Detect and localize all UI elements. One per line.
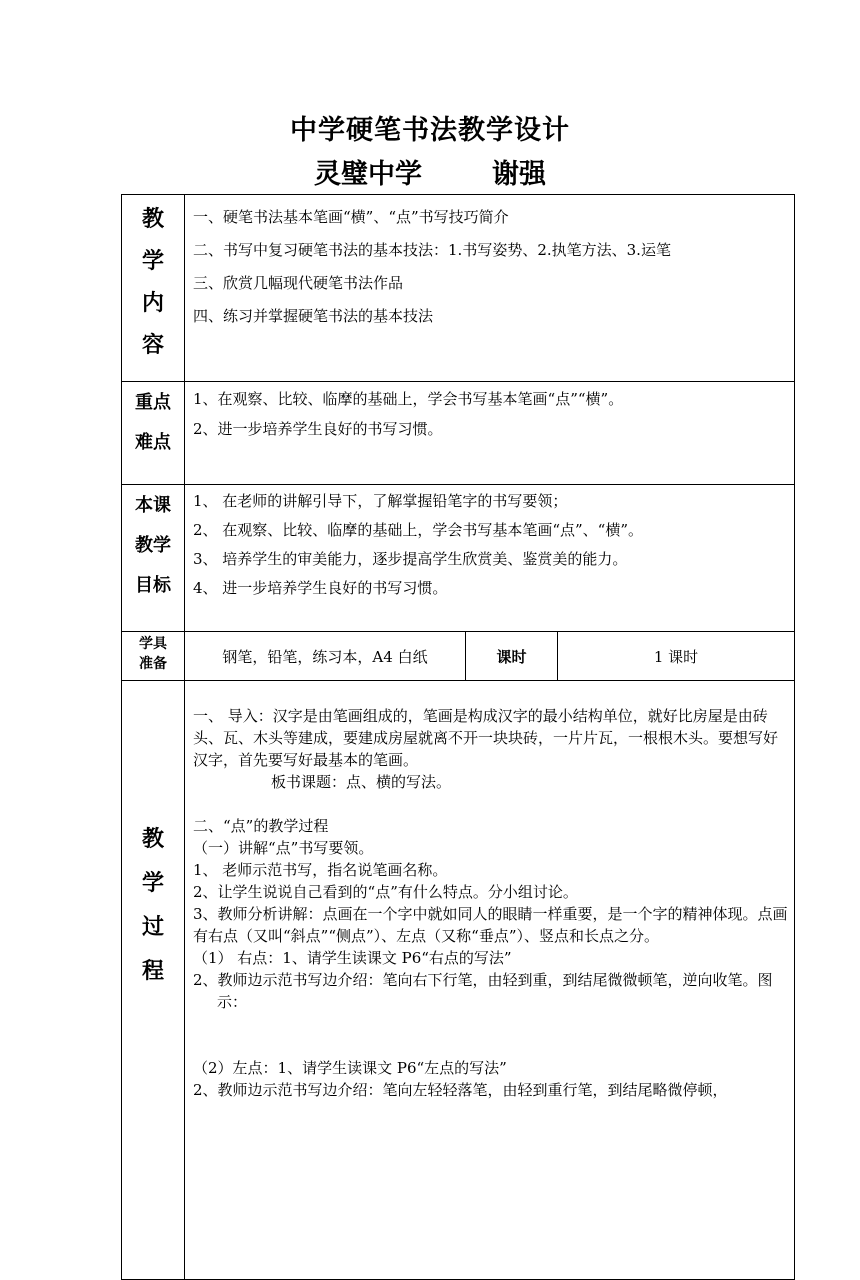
row-key-points — [122, 382, 795, 485]
lesson-plan-table — [121, 194, 795, 1280]
goals-cell — [185, 485, 795, 632]
tools-value: 钢笔，铅笔，练习本，A4 白纸 — [185, 632, 466, 681]
label-content: 教 学 内 容 — [122, 195, 185, 382]
process-step: （1） 右点：1、请学生读课文 P6“右点的写法” — [193, 949, 512, 967]
intro-paragraph: 一、 导入：汉字是由笔画组成的，笔画是构成汉字的最小结构单位，就好比房屋是由砖头、瓦、木头等建成，要建成房屋就离不开一块块砖，一片片瓦，一根根木头。要想写好汉字，首先要写好最基本的笔画。 — [193, 707, 779, 769]
process-step: 1、 老师示范书写，指名说笔画名称。 — [193, 861, 448, 879]
goal-item: 4、 进一步培养学生良好的书写习惯。 — [193, 579, 448, 597]
label-goals: 本课 教学 目标 — [122, 485, 185, 632]
process-step: 2、让学生说说自己看到的“点”有什么特点。分小组讨论。 — [193, 883, 578, 901]
period-value: 1 课时 — [558, 632, 795, 681]
process-step: 2、教师边示范书写边介绍：笔向右下行笔，由轻到重，到结尾微微顿笔，逆向收笔。图示： — [193, 971, 773, 1011]
row-content — [122, 195, 795, 382]
label-process: 教 学 过 程 — [122, 681, 185, 1280]
content-item: 二、书写中复习硬笔书法的基本技法：1.书写姿势、2.执笔方法、3.运笔 — [193, 241, 671, 259]
content-item: 三、欣赏几幅现代硬笔书法作品 — [193, 274, 404, 292]
label-key-points: 重点 难点 — [122, 382, 185, 485]
process-step: 2、教师边示范书写边介绍：笔向左轻轻落笔，由轻到重行笔，到结尾略微停顿， — [193, 1081, 728, 1099]
row-goals — [122, 485, 795, 632]
document-title: 中学硬笔书法教学设计 — [290, 115, 570, 146]
section-2a-heading: （一）讲解“点”书写要领。 — [193, 839, 374, 857]
goal-item: 1、 在老师的讲解引导下，了解掌握铅笔字的书写要领； — [193, 492, 568, 510]
process-step: 3、教师分析讲解：点画在一个字中就如同人的眼睛一样重要，是一个字的精神体现。点画有右点（又叫“斜点”“侧点”）、左点（又称“垂点”）、竖点和长点之分。 — [193, 905, 788, 945]
key-item: 1、在观察、比较、临摩的基础上，学会书写基本笔画“点”“横”。 — [193, 390, 624, 408]
row-tools — [122, 632, 795, 681]
content-cell — [185, 195, 795, 382]
key-item: 2、进一步培养学生良好的书写习惯。 — [193, 420, 443, 438]
section-2-heading: 二、“点”的教学过程 — [193, 817, 329, 835]
content-item: 四、练习并掌握硬笔书法的基本技法 — [193, 307, 434, 325]
label-tools: 学具 准备 — [122, 632, 185, 681]
content-item: 一、硬笔书法基本笔画“横”、“点”书写技巧简介 — [193, 208, 509, 226]
school-name: 灵璧中学 — [314, 159, 422, 190]
key-points-cell — [185, 382, 795, 485]
row-process — [122, 681, 795, 1280]
document-subtitle — [0, 152, 860, 191]
author-name: 谢强 — [492, 159, 546, 190]
process-step: （2）左点：1、请学生读课文 P6“左点的写法” — [193, 1059, 507, 1077]
goal-item: 2、 在观察、比较、临摩的基础上，学会书写基本笔画“点”、“横”。 — [193, 521, 643, 539]
process-cell — [185, 681, 795, 1280]
spacer — [193, 793, 788, 815]
spacer — [193, 1013, 788, 1057]
period-label: 课时 — [466, 632, 558, 681]
goal-item: 3、 培养学生的审美能力，逐步提高学生欣赏美、鉴赏美的能力。 — [193, 550, 628, 568]
board-title: 板书课题：点、横的写法。 — [271, 773, 452, 791]
